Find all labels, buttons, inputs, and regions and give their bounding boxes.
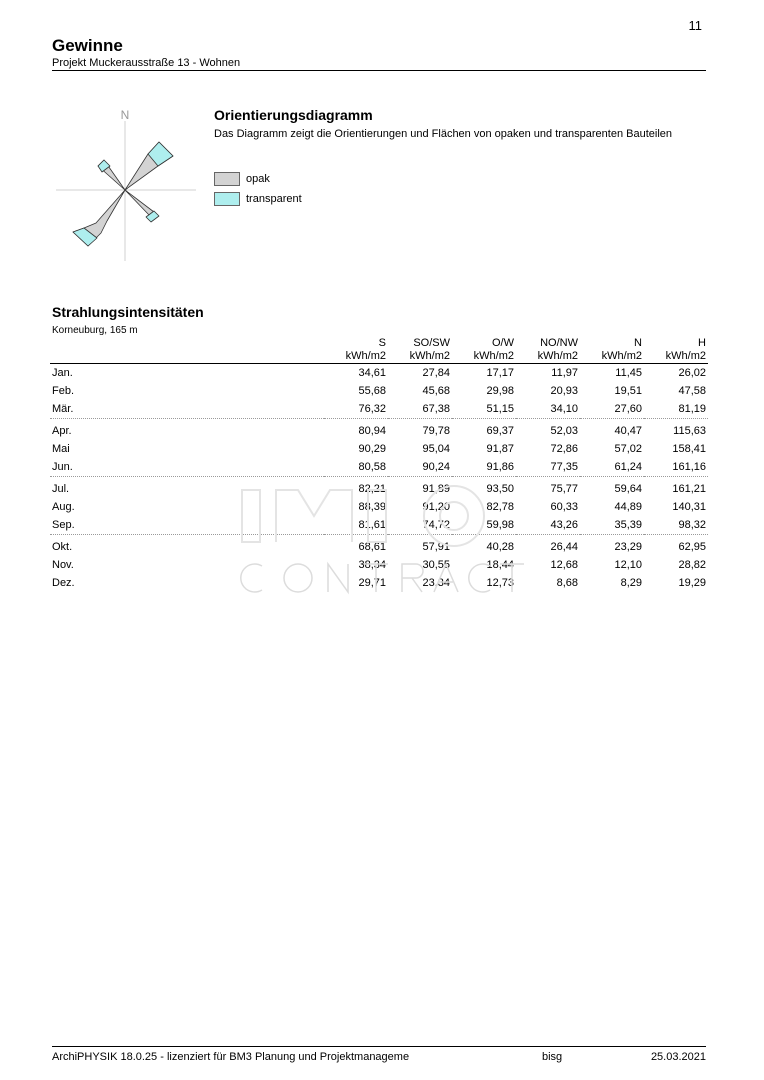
value-cell-n: 27,60 <box>580 400 644 419</box>
value-cell-s: 34,61 <box>358 367 386 379</box>
value-cell-o-w: 12,73 <box>486 577 514 589</box>
value-cell-h: 115,63 <box>673 425 706 437</box>
value-cell-n: 44,89 <box>614 501 642 513</box>
footer-user: bisg <box>542 1051 563 1063</box>
column-unit: kWh/m2 <box>516 350 580 364</box>
value-cell-n: 8,29 <box>620 577 642 589</box>
value-cell-no-nw: 43,26 <box>516 516 580 535</box>
value-cell-h: 19,29 <box>678 577 706 589</box>
month-cell: Apr. <box>52 425 72 437</box>
value-cell-o-w: 17,17 <box>486 367 514 379</box>
value-cell-h: 161,21 <box>672 483 706 495</box>
value-cell-n: 59,64 <box>614 483 642 495</box>
table-row <box>50 382 708 400</box>
value-cell-o-w: 59,98 <box>452 516 516 535</box>
table-row <box>50 535 708 557</box>
value-cell-o-w: 82,78 <box>486 501 514 513</box>
footer-divider <box>52 1046 706 1047</box>
value-cell-no-nw: 20,93 <box>550 385 578 397</box>
column-header-so-sw: SO/SW <box>413 337 450 349</box>
legend-swatch-opaque <box>214 172 240 186</box>
value-cell-h: 140,31 <box>672 501 706 513</box>
value-cell-no-nw: 11,97 <box>551 367 578 379</box>
table-row <box>50 574 708 592</box>
value-cell-h: 62,95 <box>678 541 706 553</box>
value-cell-n: 19,51 <box>614 385 642 397</box>
value-cell-no-nw: 60,33 <box>550 501 578 513</box>
value-cell-s: 81,61 <box>324 516 388 535</box>
document-subtitle: Projekt Muckerausstraße 13 - Wohnen <box>52 57 241 69</box>
value-cell-s: 68,61 <box>358 541 386 553</box>
value-cell-o-w: 29,98 <box>486 385 514 397</box>
legend-label-transparent: transparent <box>246 193 302 205</box>
legend-item-transparent <box>214 192 302 206</box>
table-body <box>50 364 708 593</box>
document-title: Gewinne <box>52 36 123 55</box>
column-unit: kWh/m2 <box>644 350 708 364</box>
value-cell-s: 80,94 <box>358 425 386 437</box>
radiation-intensity-table <box>50 337 708 592</box>
value-cell-h: 81,19 <box>644 400 708 419</box>
location-label: Korneuburg, 165 m <box>52 325 138 336</box>
value-cell-h: 158,41 <box>672 443 706 455</box>
month-cell: Nov. <box>52 559 74 571</box>
month-cell: Feb. <box>52 385 75 397</box>
value-cell-so-sw: 30,55 <box>422 559 450 571</box>
column-header-h: H <box>698 337 706 349</box>
value-cell-s: 55,68 <box>358 385 386 397</box>
rose-sector-se-opaque <box>125 190 154 216</box>
value-cell-h: 47,58 <box>678 385 706 397</box>
value-cell-s: 90,29 <box>358 443 386 455</box>
value-cell-no-nw: 77,35 <box>516 458 580 477</box>
value-cell-n: 12,10 <box>614 559 642 571</box>
orientation-diagram-title: Orientierungsdiagramm <box>214 107 373 123</box>
value-cell-s: 88,39 <box>358 501 386 513</box>
value-cell-so-sw: 67,38 <box>388 400 452 419</box>
value-cell-h: 26,02 <box>678 367 706 379</box>
month-cell: Mai <box>52 443 70 455</box>
header-divider <box>52 70 706 71</box>
value-cell-s: 38,34 <box>358 559 386 571</box>
value-cell-so-sw: 90,24 <box>388 458 452 477</box>
value-cell-o-w: 69,37 <box>486 425 514 437</box>
value-cell-h: 28,82 <box>678 559 706 571</box>
value-cell-so-sw: 79,78 <box>422 425 450 437</box>
orientation-rose-diagram <box>52 104 202 264</box>
value-cell-n: 40,47 <box>614 425 642 437</box>
value-cell-so-sw: 45,68 <box>422 385 450 397</box>
column-unit: kWh/m2 <box>388 350 452 364</box>
value-cell-so-sw: 74,72 <box>388 516 452 535</box>
table-row <box>50 400 708 419</box>
value-cell-n: 61,24 <box>580 458 644 477</box>
compass-north-label: N <box>120 108 130 122</box>
column-unit: kWh/m2 <box>324 350 388 364</box>
table-row <box>50 458 708 477</box>
table-row <box>50 498 708 516</box>
table-row <box>50 419 708 441</box>
value-cell-so-sw: 27,84 <box>422 367 450 379</box>
column-header-o-w: O/W <box>492 337 514 349</box>
orientation-diagram-description: Das Diagramm zeigt die Orientierungen und Flächen von opaken und transparenten Bauteilen <box>214 128 673 140</box>
column-header-n: N <box>634 337 642 349</box>
legend-swatch-transparent <box>214 192 240 206</box>
value-cell-n: 35,39 <box>580 516 644 535</box>
value-cell-n: 57,02 <box>614 443 642 455</box>
value-cell-no-nw: 12,68 <box>550 559 578 571</box>
column-header-s: S <box>378 337 386 349</box>
table-row <box>50 440 708 458</box>
value-cell-n: 11,45 <box>615 367 642 379</box>
table-units-row <box>50 350 708 364</box>
month-cell: Jan. <box>52 367 73 379</box>
value-cell-so-sw: 23,34 <box>422 577 450 589</box>
column-unit: kWh/m2 <box>580 350 644 364</box>
value-cell-s: 29,71 <box>358 577 386 589</box>
page-number: 11 <box>688 18 702 33</box>
value-cell-so-sw: 91,89 <box>422 483 450 495</box>
value-cell-no-nw: 26,44 <box>550 541 578 553</box>
value-cell-o-w: 91,86 <box>452 458 516 477</box>
value-cell-o-w: 91,87 <box>486 443 514 455</box>
value-cell-h: 161,16 <box>644 458 708 477</box>
month-cell: Jun. <box>50 458 324 477</box>
value-cell-no-nw: 34,10 <box>516 400 580 419</box>
month-cell: Okt. <box>52 541 73 553</box>
value-cell-so-sw: 57,91 <box>422 541 450 553</box>
value-cell-n: 23,29 <box>614 541 642 553</box>
value-cell-s: 76,32 <box>324 400 388 419</box>
value-cell-o-w: 40,28 <box>486 541 514 553</box>
month-cell: Aug. <box>52 501 75 513</box>
value-cell-so-sw: 91,20 <box>422 501 450 513</box>
table-header-row <box>50 337 708 350</box>
column-header-no-nw: NO/NW <box>540 337 578 349</box>
table-row <box>50 516 708 535</box>
month-cell: Dez. <box>52 577 75 589</box>
value-cell-o-w: 93,50 <box>486 483 514 495</box>
legend-item-opaque <box>214 172 270 186</box>
value-cell-h: 98,32 <box>644 516 708 535</box>
value-cell-no-nw: 8,68 <box>556 577 578 589</box>
column-unit: kWh/m2 <box>452 350 516 364</box>
table-row <box>50 364 708 383</box>
footer-date: 25.03.2021 <box>650 1051 706 1063</box>
table-row <box>50 477 708 499</box>
value-cell-s: 82,21 <box>358 483 386 495</box>
month-cell: Mär. <box>50 400 324 419</box>
value-cell-o-w: 18,44 <box>486 559 514 571</box>
value-cell-no-nw: 72,86 <box>550 443 578 455</box>
radiation-section-title: Strahlungsintensitäten <box>52 304 204 320</box>
value-cell-no-nw: 75,77 <box>550 483 578 495</box>
value-cell-o-w: 51,15 <box>452 400 516 419</box>
value-cell-so-sw: 95,04 <box>422 443 450 455</box>
month-cell: Sep. <box>50 516 324 535</box>
legend-label-opaque: opak <box>246 173 270 185</box>
value-cell-s: 80,58 <box>324 458 388 477</box>
footer-software-license: ArchiPHYSIK 18.0.25 - lizenziert für BM3 Planung und Projektmanageme <box>52 1051 410 1063</box>
table-row <box>50 556 708 574</box>
month-cell: Jul. <box>52 483 70 495</box>
value-cell-no-nw: 52,03 <box>550 425 578 437</box>
